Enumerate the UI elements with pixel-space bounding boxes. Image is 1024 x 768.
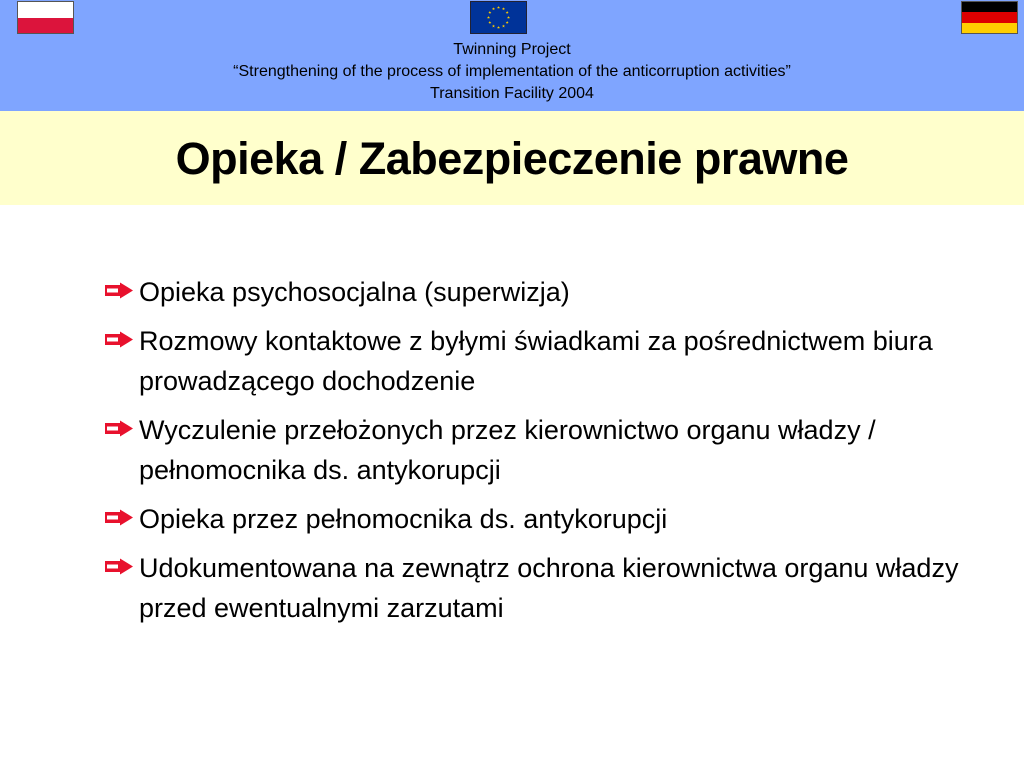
eu-star-icon — [497, 6, 500, 9]
bullet-text: Opieka przez pełnomocnika ds. antykorupcji — [139, 504, 668, 534]
eu-star-icon — [487, 16, 490, 19]
pointing-hand-icon — [104, 282, 134, 299]
germany-flag-icon — [961, 1, 1018, 34]
page-title: Opieka / Zabezpieczenie prawne — [175, 133, 849, 184]
eu-star-icon — [502, 7, 505, 10]
list-item — [104, 548, 984, 628]
bullet-text: Rozmowy kontaktowe z byłymi świadkami za pośrednictwem biura prowadzącego dochodzenie — [139, 326, 933, 396]
eu-star-icon — [488, 11, 491, 14]
list-item — [104, 499, 984, 539]
header-text — [0, 39, 1024, 105]
pointing-hand-icon — [104, 509, 134, 526]
eu-star-icon — [502, 25, 505, 28]
list-item — [104, 410, 984, 490]
bullet-text: Udokumentowana na zewnątrz ochrona kierownictwa organu władzy przed ewentualnymi zarzutami — [139, 553, 959, 623]
eu-star-icon — [506, 21, 509, 24]
list-item — [104, 321, 984, 401]
eu-star-icon — [507, 16, 510, 19]
pointing-hand-icon — [104, 331, 134, 348]
bullet-text: Opieka psychosocjalna (superwizja) — [139, 277, 570, 307]
eu-flag-icon — [470, 1, 527, 34]
eu-star-icon — [492, 25, 495, 28]
project-name: Twinning Project — [453, 41, 571, 58]
eu-star-icon — [488, 21, 491, 24]
eu-star-icon — [506, 11, 509, 14]
list-item — [104, 272, 984, 312]
bullet-list — [104, 272, 984, 637]
eu-star-icon — [497, 26, 500, 29]
pointing-hand-icon — [104, 558, 134, 575]
project-facility: Transition Facility 2004 — [430, 85, 594, 102]
bullet-text: Wyczulenie przełożonych przez kierownictwo organu władzy / pełnomocnika ds. antykorupcji — [139, 415, 876, 485]
poland-flag-icon — [17, 1, 74, 34]
eu-stars-icon — [471, 2, 526, 33]
pointing-hand-icon — [104, 420, 134, 437]
eu-star-icon — [492, 7, 495, 10]
project-subtitle: “Strengthening of the process of implementation of the anticorruption activities” — [233, 63, 791, 80]
